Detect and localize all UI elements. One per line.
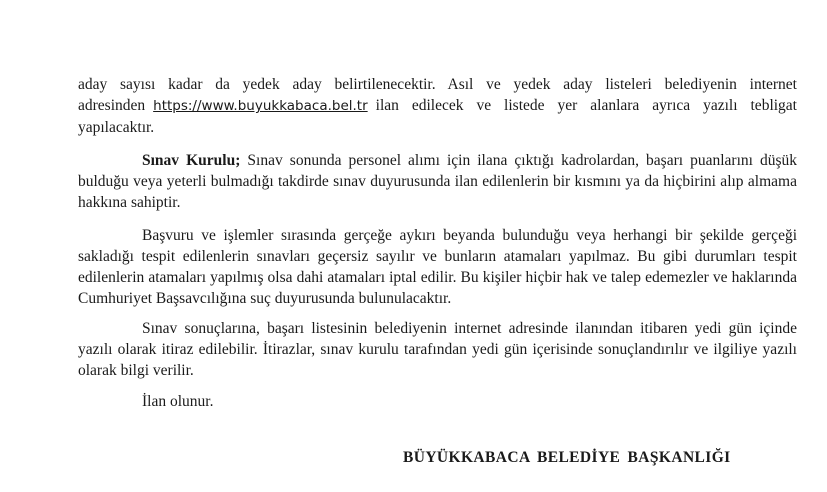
closing-line: İlan olunur. <box>142 393 214 410</box>
false-statements-text: Başvuru ve işlemler sırasında gerçeğe aykırı beyanda bulunduğu veya herhangi bir şekilde gerçeği sakladığı tespit edilenlerin sınavları geçersiz sayılır ve bunların atamaları yapılmaz. Bu gibi durumları tespit edilenlerin atamaları yapılmış olsa dahi atamaları iptal edilir. Bu kişiler hiçbir hak ve talep edemezler ve haklarında Cumhuriyet Başsavcılığına suç duyurusunda bulunulacaktır. <box>78 227 797 307</box>
paragraph-objections <box>78 318 797 381</box>
paragraph-text-before-url: aday sayısı kadar da yedek aday belirtilenecektir. Asıl ve yedek aday listeleri belediyenin internet adresinden <box>78 76 797 114</box>
objections-text: Sınav sonuçlarına, başarı listesinin belediyenin internet adresinde ilanından itibaren yedi gün içinde yazılı olarak itiraz edilebilir. İtirazlar, sınav kurulu tarafından yedi gün içerisinde sonuçlandırılır ve ilgiliye yazılı olarak bilgi verilir. <box>78 320 797 379</box>
exam-board-heading: Sınav Kurulu; <box>142 152 241 169</box>
paragraph-candidate-lists <box>78 74 797 138</box>
paragraph-false-statements <box>78 225 797 309</box>
exam-board-text: Sınav sonunda personel alımı için ilana çıktığı kadrolardan, başarı puanlarını düşük bulduğu veya yeterli bulmadığı takdirde sınav duyurusunda ilan edilenlerin bir kısmını ya da hiçbirini alıp almama hakkına sahiptir. <box>78 152 798 211</box>
paragraph-exam-board <box>78 150 797 213</box>
paragraph-text-after-url: ilan edilecek ve listede yer alanlara ayrıca yazılı tebligat yapılacaktır. <box>78 97 797 136</box>
signature-authority: BÜYÜKKABACA BELEDİYE BAŞKANLIĞI <box>403 449 731 466</box>
municipality-website-link[interactable]: https://www.buyukkabaca.bel.tr <box>153 98 368 114</box>
